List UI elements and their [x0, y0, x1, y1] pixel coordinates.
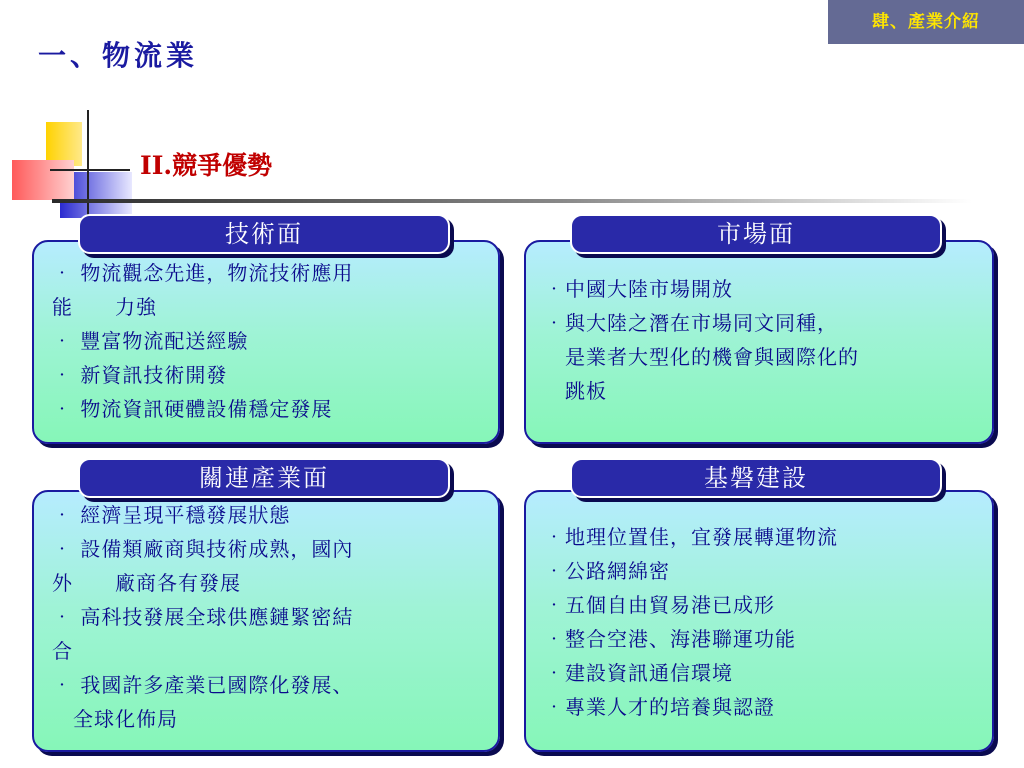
list-item: ‧ 新資訊技術開發 — [52, 363, 228, 387]
list-item: 跳板 — [544, 379, 607, 403]
tab-infrastructure: 基磐建設 — [570, 458, 942, 498]
list-item: ‧ 我國許多產業已國際化發展、 — [52, 673, 354, 697]
list-item: 是業者大型化的機會與國際化的 — [544, 345, 859, 369]
list-item: 全球化佈局 — [52, 707, 178, 731]
page-title: 一、物流業 — [38, 39, 199, 72]
list-item: ‧ 高科技發展全球供應鏈緊密結 — [52, 605, 354, 629]
tab-related-industries: 關連產業面 — [78, 458, 450, 498]
market-list — [544, 272, 984, 408]
list-item: ‧中國大陸市場開放 — [544, 277, 733, 301]
list-item: ‧ 物流觀念先進，物流技術應用 — [52, 261, 354, 285]
list-item: 合 — [52, 639, 73, 663]
divider — [52, 199, 972, 203]
list-item: ‧建設資訊通信環境 — [544, 661, 733, 685]
decorative-blocks — [0, 0, 140, 230]
section-tag: 肆、產業介紹 — [828, 0, 1024, 44]
list-item: ‧ 經濟呈現平穩發展狀態 — [52, 503, 291, 527]
related-industries-list — [52, 498, 482, 736]
list-item: ‧五個自由貿易港已成形 — [544, 593, 775, 617]
list-item: ‧整合空港、海港聯運功能 — [544, 627, 796, 651]
tab-technology: 技術面 — [78, 214, 450, 254]
tab-market: 市場面 — [570, 214, 942, 254]
list-item: ‧ 設備類廠商與技術成熟，國內 — [52, 537, 354, 561]
list-item: ‧ 物流資訊硬體設備穩定發展 — [52, 397, 333, 421]
list-item: ‧公路網綿密 — [544, 559, 670, 583]
infrastructure-list — [544, 520, 984, 724]
list-item: ‧與大陸之潛在市場同文同種， — [544, 311, 838, 335]
list-item: ‧ 豐富物流配送經驗 — [52, 329, 249, 353]
list-item: 外 廠商各有發展 — [52, 571, 241, 595]
list-item: ‧地理位置佳，宜發展轉運物流 — [544, 525, 838, 549]
technology-list — [52, 256, 482, 426]
list-item: 能 力強 — [52, 295, 157, 319]
list-item: ‧專業人才的培養與認證 — [544, 695, 775, 719]
section-subtitle: II.競爭優勢 — [140, 151, 273, 180]
